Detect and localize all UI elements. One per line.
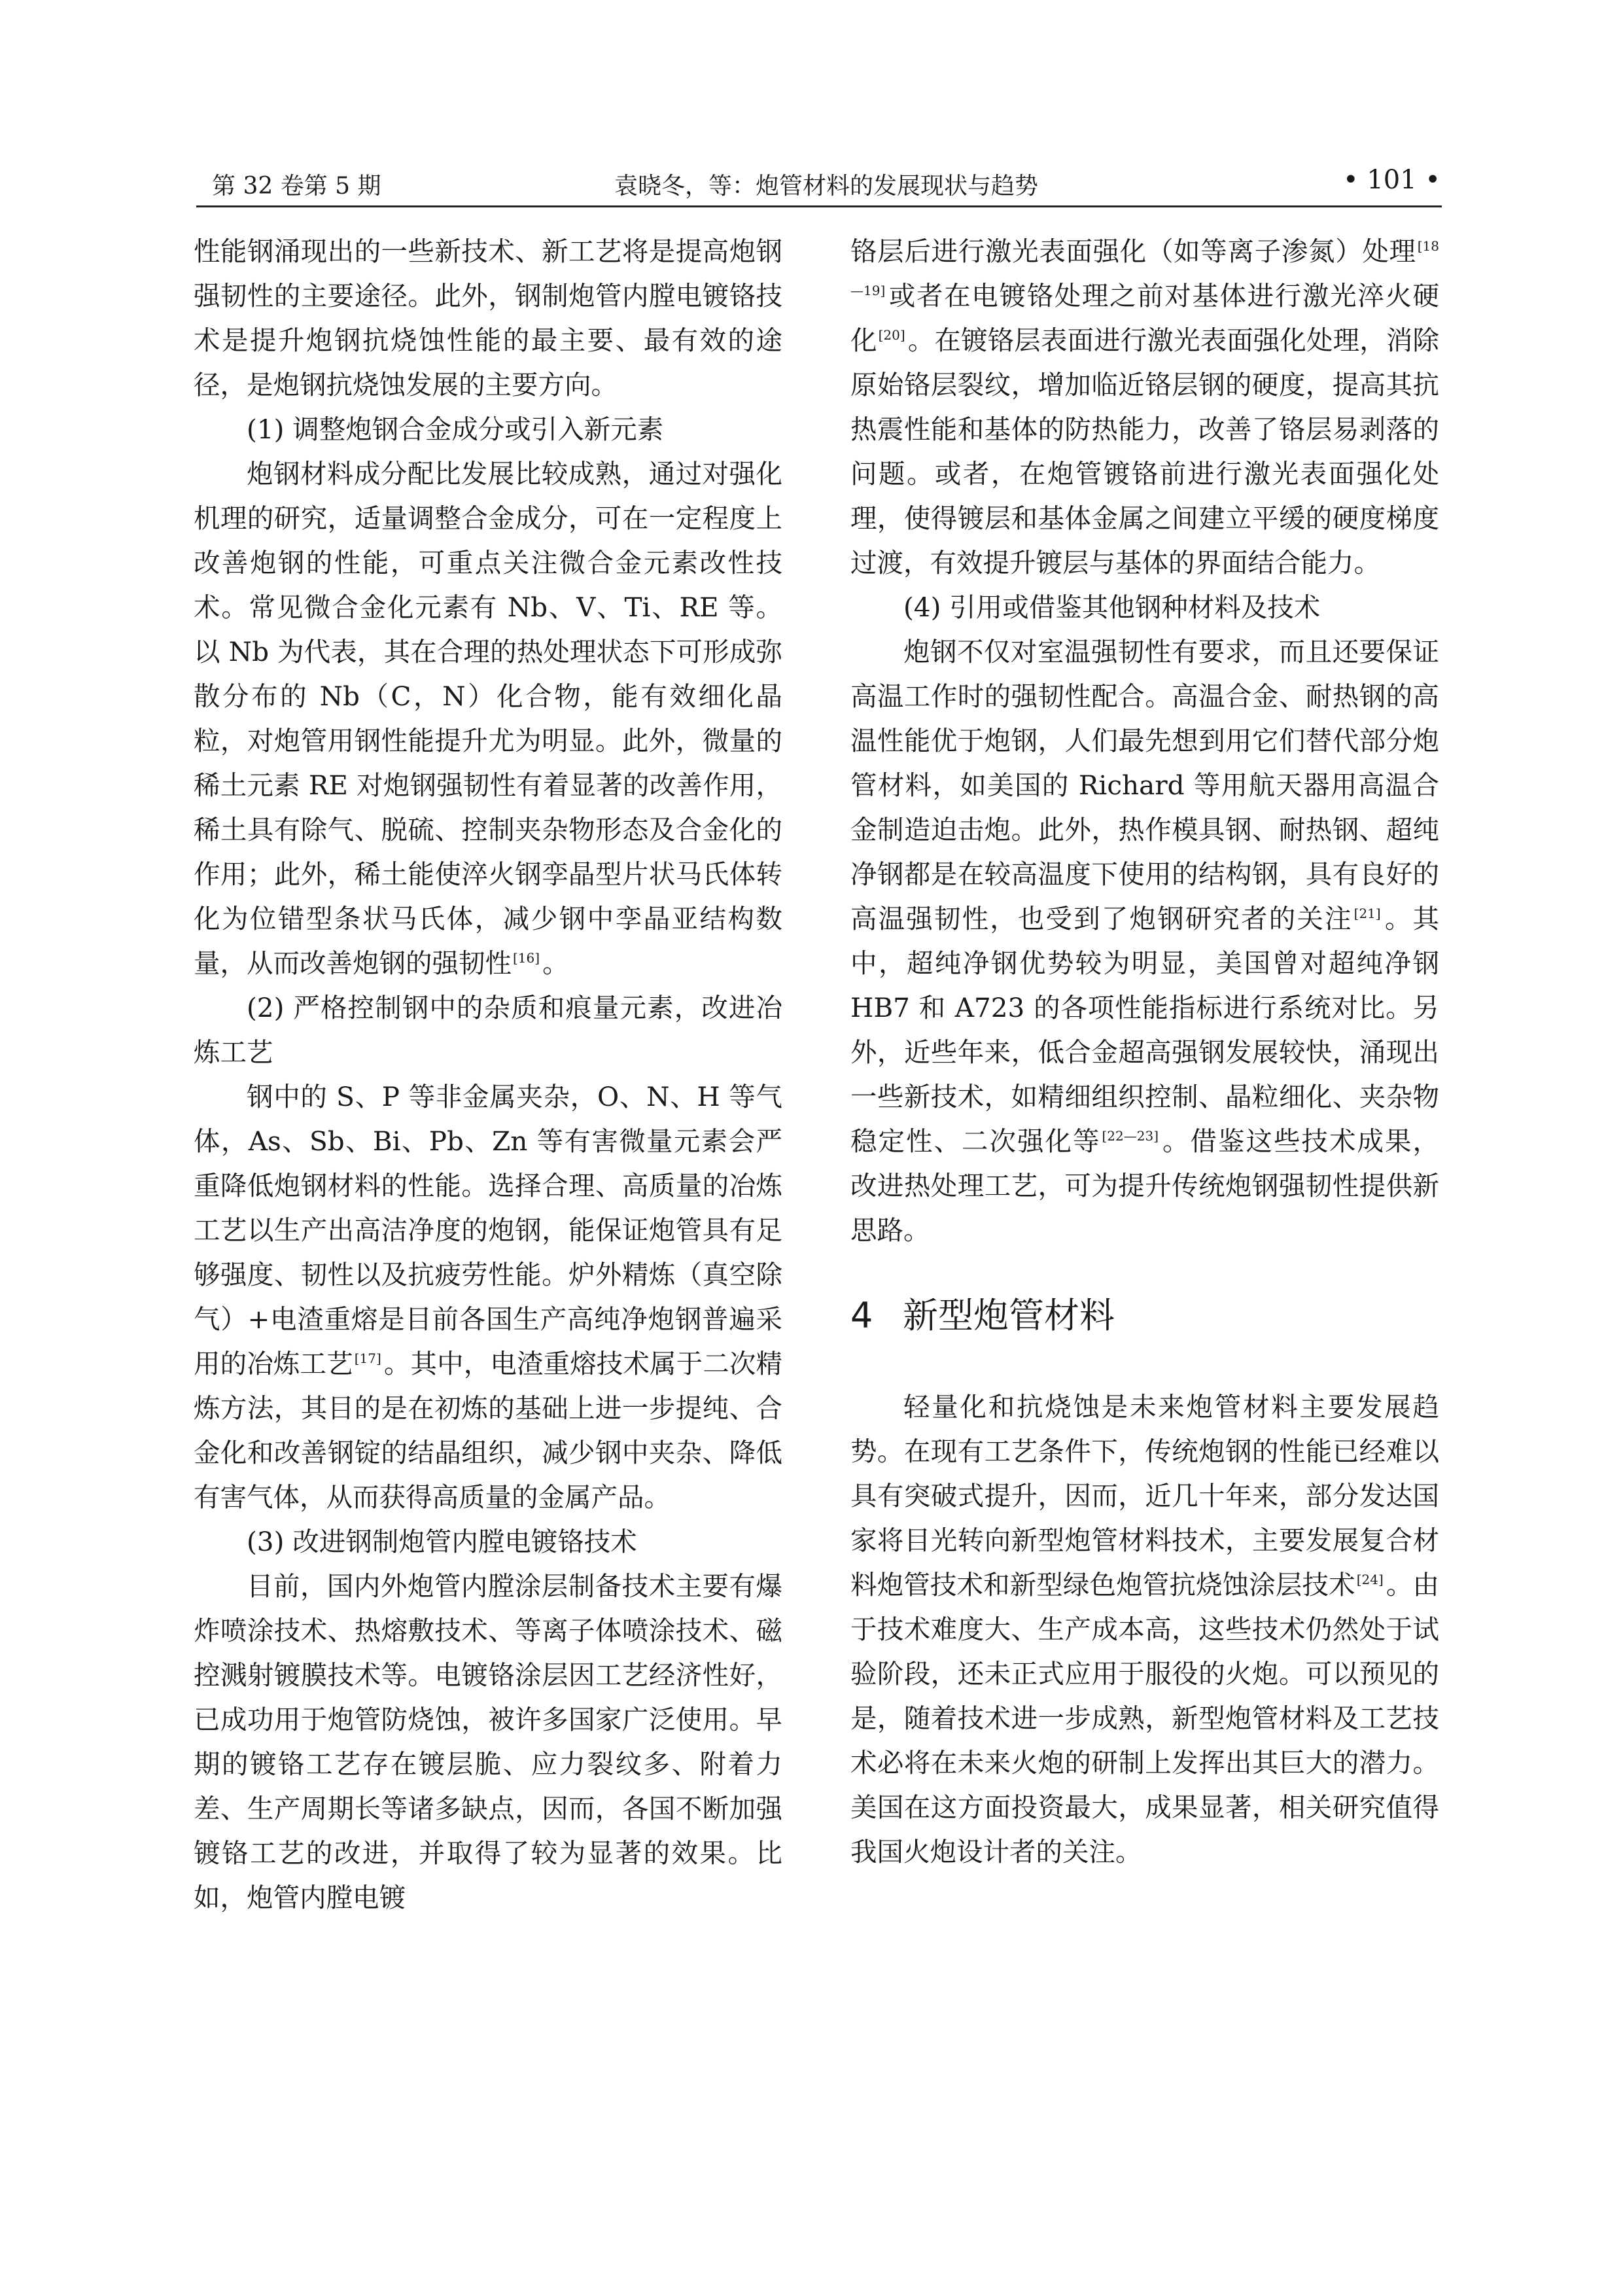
paragraph: 目前，国内外炮管内膛涂层制备技术主要有爆炸喷涂技术、热熔敷技术、等离子体喷涂技术、磁控溅射镀膜技术等。电镀铬涂层因工艺经济性好，已成功用于炮管防烧蚀，被许多国家广泛使用。早期的镀铬工艺存在镀层脆、应力裂纹多、附着力差、生产周期长等诸多缺点，因而，各国不断加强镀铬工艺的改进，并取得了较为显著的效果。比如，炮管内膛电镀: [194, 1570, 782, 1913]
section-heading: [850, 1293, 1439, 1339]
paragraph: [194, 451, 782, 985]
paragraph-text: 炮钢不仅对室温强韧性有要求，而且还要保证高温工作时的强韧性配合。高温合金、耐热钢的高温性能优于炮钢，人们最先想到用它们替代部分炮管材料，如美国的 Richard 等用航天器用高温合金制造迫击炮。此外，热作模具钢、耐热钢、超纯净钢都是在较高温度下使用的结构钢，具有良好的高温强韧性，也受到了炮钢研究者的关注: [850, 636, 1439, 934]
paragraph: [850, 1385, 1439, 1874]
left-column: [194, 229, 782, 1920]
citation-ref: [17]: [354, 1351, 381, 1366]
citation-ref: [21]: [1353, 906, 1381, 921]
header-rule: [196, 205, 1442, 207]
subsection-heading-3: (3) 改进钢制炮管内膛电镀铬技术: [247, 1526, 637, 1557]
journal-volume-issue: 第 32 卷第 5 期: [212, 173, 381, 200]
subsection-heading-1: (1) 调整炮钢合金成分或引入新元素: [247, 414, 664, 445]
subsection-heading-2: (2) 严格控制钢中的杂质和痕量元素，改进冶炼工艺: [194, 992, 782, 1068]
citation-ref: [18—19]: [850, 238, 1439, 298]
subsection-heading-4: (4) 引用或借鉴其他钢种材料及技术: [903, 592, 1321, 623]
section-number: 4: [850, 1295, 873, 1336]
paragraph-text: 。其中，超纯净钢优势较为明显，美国曾对超纯净钢 HB7 和 A723 的各项性能指标进行系统对比。另外，近些年来，低合金超高强钢发展较快，涌现出一些新技术，如精细组织控制、晶粒细化、夹杂物稳定性、二次强化等: [850, 903, 1440, 1157]
paragraph-text: 。: [542, 947, 569, 979]
citation-ref: [22—23]: [1102, 1128, 1159, 1144]
paragraph: [850, 229, 1439, 585]
paragraph-text: 。借鉴这些技术成果，改进热处理工艺，可为提升传统炮钢强韧性提供新思路。: [850, 1125, 1440, 1246]
paragraph: [850, 629, 1439, 1252]
page-number: • 101 •: [1343, 165, 1440, 195]
article-running-title: 袁晓冬，等：炮管材料的发展现状与趋势: [614, 173, 1038, 200]
paragraph-text: 炮钢材料成分配比发展比较成熟，通过对强化机理的研究，适量调整合金成分，可在一定程度上改善炮钢的性能，可重点关注微合金元素改性技术。常见微合金化元素有 Nb、V、Ti、RE 等。以 Nb 为代表，其在合理的热处理状态下可形成弥散分布的 Nb（C，N）化合物，能有效细化晶粒，对炮管用钢性能提升尤为明显。此外，微量的稀土元素 RE 对炮钢强韧性有着显著的改善作用，稀土具有除气、脱硫、控制夹杂物形态及合金化的作用；此外，稀土能使淬火钢孪晶型片状马氏体转化为位错型条状马氏体，减少钢中孪晶亚结构数量，从而改善炮钢的强韧性: [194, 458, 782, 979]
paragraph-text: 钢中的 S、P 等非金属夹杂，O、N、H 等气体，As、Sb、Bi、Pb、Zn 等有害微量元素会严重降低炮钢材料的性能。选择合理、高质量的冶炼工艺以生产出高洁净度的炮钢，能保证炮管具有足够强度、韧性以及抗疲劳性能。炉外精炼（真空除气）+电渣重熔是目前各国生产高纯净炮钢普遍采用的冶炼工艺: [194, 1081, 782, 1379]
paragraph-text: 。由于技术难度大、生产成本高，这些技术仍然处于试验阶段，还未正式应用于服役的火炮。可以预见的是，随着技术进一步成熟，新型炮管材料及工艺技术必将在未来火炮的研制上发挥出其巨大的潜力。美国在这方面投资最大，成果显著，相关研究值得我国火炮设计者的关注。: [850, 1569, 1440, 1867]
paragraph-text: 。其中，电渣重熔技术属于二次精炼方法，其目的是在初炼的基础上进一步提纯、合金化和改善钢锭的结晶组织，减少钢中夹杂、降低有害气体，从而获得高质量的金属产品。: [194, 1348, 783, 1513]
section-title: 新型炮管材料: [903, 1295, 1115, 1336]
paragraph-text: 或者在电镀铬处理之前对基体进行激光淬火硬化: [850, 280, 1439, 356]
citation-ref: [24]: [1356, 1572, 1384, 1587]
paragraph-text: 轻量化和抗烧蚀是未来炮管材料主要发展趋势。在现有工艺条件下，传统炮钢的性能已经难以具有突破式提升，因而，近几十年来，部分发达国家将目光转向新型炮管材料技术，主要发展复合材料炮管技术和新型绿色炮管抗烧蚀涂层技术: [850, 1391, 1439, 1600]
paragraph-text: 。在镀铬层表面进行激光表面强化处理，消除原始铬层裂纹，增加临近铬层钢的硬度，提高其抗热震性能和基体的防热能力，改善了铬层易剥落的问题。或者，在炮管镀铬前进行激光表面强化处理，使得镀层和基体金属之间建立平缓的硬度梯度过渡，有效提升镀层与基体的界面结合能力。: [850, 325, 1440, 578]
right-column: [850, 229, 1439, 1874]
citation-ref: [16]: [513, 950, 540, 966]
paragraph: [194, 1074, 782, 1519]
citation-ref: [20]: [878, 327, 905, 343]
paragraph: 性能钢涌现出的一些新技术、新工艺将是提高炮钢强韧性的主要途径。此外，钢制炮管内膛电镀铬技术是提升炮钢抗烧蚀性能的最主要、最有效的途径，是炮钢抗烧蚀发展的主要方向。: [194, 236, 782, 400]
paragraph-text: 铬层后进行激光表面强化（如等离子渗氮）处理: [850, 236, 1416, 267]
running-header: [212, 160, 1440, 203]
